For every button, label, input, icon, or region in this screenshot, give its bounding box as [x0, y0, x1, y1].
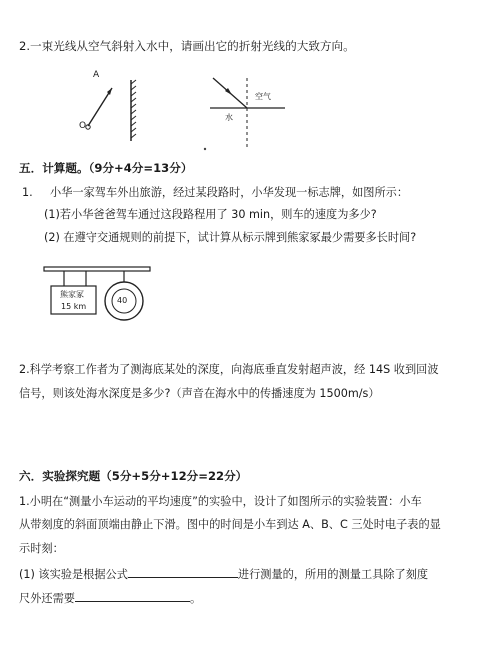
sub1-text-a: (1) 该实验是根据公式 [19, 568, 128, 581]
section6-q1-line2: 从带刻度的斜面顶端由静止下滑。图中的时间是小车到达 A、B、C 三处时电子表的显 [19, 518, 441, 531]
sign-speed-limit: 40 [117, 296, 128, 305]
question-light-refraction: 2.一束光线从空气斜射入水中，请画出它的折射光线的大致方向。 [19, 39, 355, 53]
speck [204, 148, 206, 150]
section5-q1-sub1: (1)若小华爸爸驾车通过这段路程用了 30 min，则车的速度为多少? [44, 208, 377, 221]
label-water: 水 [225, 113, 233, 122]
incident-ray [88, 88, 112, 126]
label-a: A [93, 70, 100, 80]
section5-q1-text: 小华一家驾车外出旅游，经过某段路时，小华发现一标志牌，如图所示： [50, 186, 409, 199]
section5-q2-line1: 2.科学考察工作者为了测海底某处的深度，向海底垂直发射超声波，经 14S 收到回波 [19, 363, 439, 376]
section5-q1-number: 1. [22, 186, 33, 199]
water-surface-figure [204, 78, 285, 150]
section6-title: 六．实验探究题（5分+5分+12分=22分） [19, 469, 248, 483]
label-o: O [79, 121, 87, 131]
section6-q1-line1: 1.小明在“测量小车运动的平均速度”的实验中，设计了如图所示的实验装置：小车 [19, 495, 422, 508]
tool-blank[interactable] [75, 590, 190, 602]
section6-q1-line3: 示时刻： [19, 542, 64, 555]
section6-q1-sub1-cont [19, 590, 201, 605]
section5-q2-line2: 信号，则该处海水深度是多少?（声音在海水中的传播速度为 1500m/s） [19, 387, 380, 400]
label-air: 空气 [255, 92, 271, 101]
section6-q1-sub1 [19, 566, 428, 581]
sub1-end: 。 [189, 592, 202, 605]
sub1-text-c: 尺外还需要 [19, 592, 75, 605]
sub1-text-b: 进行测量的，所用的测量工具除了刻度 [237, 568, 429, 581]
section5-q1-sub2: (2) 在遵守交通规则的前提下，试计算从标示牌到熊家冢最少需要多长时间? [44, 231, 417, 244]
section5-title: 五．计算题。（9分+4分=13分） [19, 161, 193, 175]
sign-distance: 15 km [61, 302, 87, 311]
sign-place-name: 熊家冢 [60, 290, 84, 299]
incident-ray-figure [86, 80, 136, 141]
formula-blank[interactable] [128, 566, 238, 578]
sign-top-bar [44, 267, 150, 271]
